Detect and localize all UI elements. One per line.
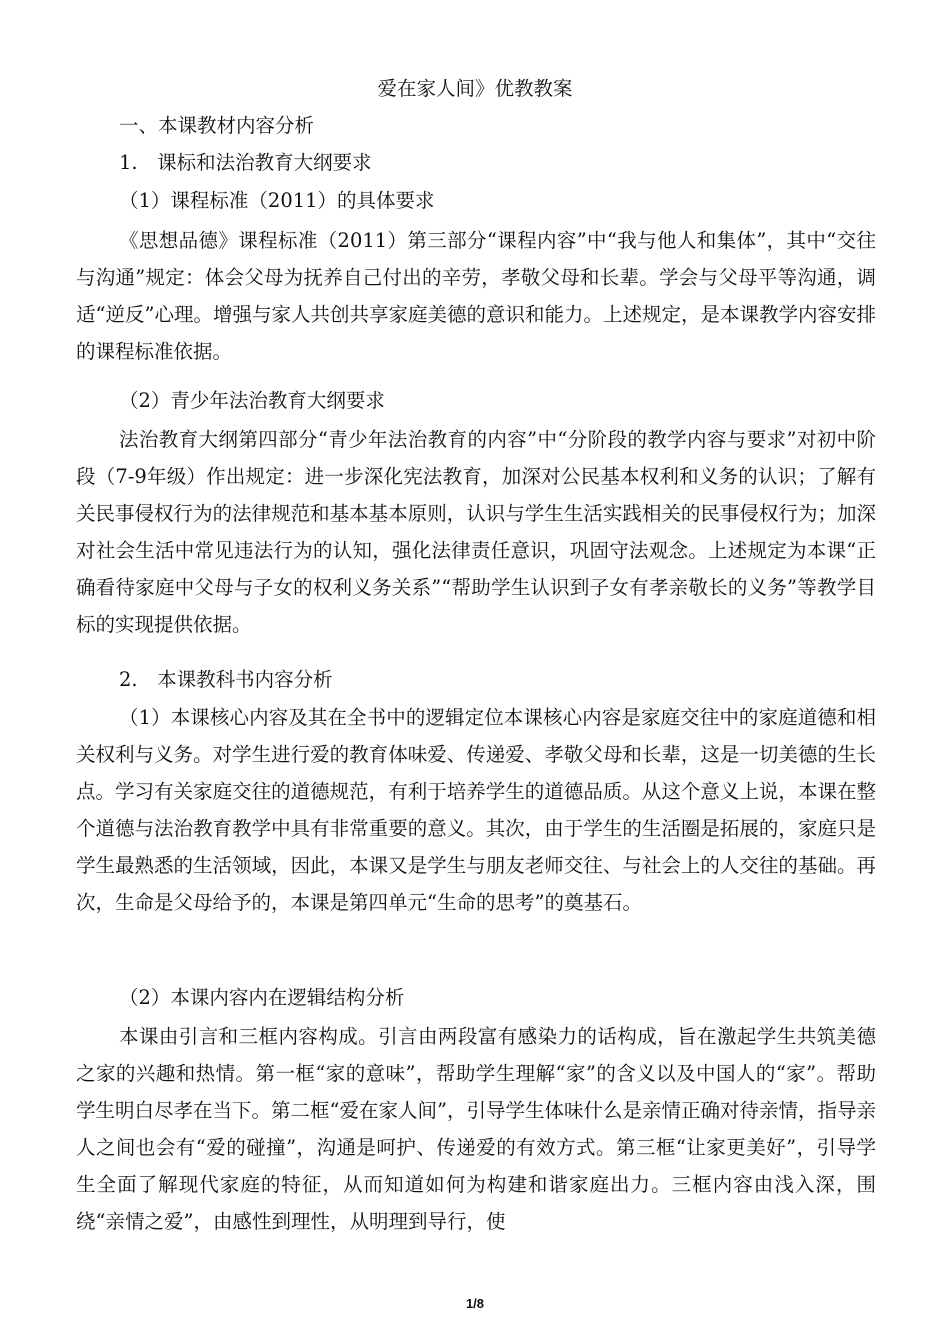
section-heading: 一、本课教材内容分析	[119, 114, 315, 137]
document-title: 爱在家人间》优教教案	[377, 77, 573, 100]
subsection-heading: 2. 本课教科书内容分析	[119, 668, 333, 691]
subsection-subheading: （2）本课内容内在逻辑结构分析	[119, 986, 405, 1009]
paragraph-legal-education: 法治教育大纲第四部分“青少年法治教育的内容”中“分阶段的教学内容与要求”对初中阶段（7-9年级）作出规定：进一步深化宪法教育，加深对公民基本权利和义务的认识；了解有关民事侵权行为的法律规范和基本基本原则，认识与学生生活实践相关的民事侵权行为；加深对社会生活中常见违法行为的认知，强化法律责任意识，巩固守法观念。上述规定为本课“正确看待家庭中父母与子女的权利义务关系”“帮助学生认识到子女有孝亲敬长的义务”等教学目标的实现提供依据。	[76, 428, 876, 636]
page-number: 1/8	[465, 1296, 485, 1311]
subsection-subheading: （2）青少年法治教育大纲要求	[119, 389, 385, 412]
paragraph-curriculum-standard: 《思想品德》课程标准（2011）第三部分“课程内容”中“我与他人和集体”，其中“交往与沟通”规定：体会父母为抚养自己付出的辛劳，孝敬父母和长辈。学会与父母平等沟通，调适“逆反”心理。增强与家人共创共享家庭美德的意识和能力。上述规定，是本课教学内容安排的课程标准依据。	[76, 229, 876, 363]
paragraph-core-content: （1）本课核心内容及其在全书中的逻辑定位本课核心内容是家庭交往中的家庭道德和相关权利与义务。对学生进行爱的教育体味爱、传递爱、孝敬父母和长辈，这是一切美德的生长点。学习有关家庭交往的道德规范，有利于培养学生的道德品质。从这个意义上说，本课在整个道德与法治教育教学中具有非常重要的意义。其次，由于学生的生活圈是拓展的，家庭只是学生最熟悉的生活领域，因此，本课又是学生与朋友老师交往、与社会上的人交往的基础。再次，生命是父母给予的，本课是第四单元“生命的思考”的奠基石。	[76, 706, 876, 914]
paragraph-logic-structure: 本课由引言和三框内容构成。引言由两段富有感染力的话构成，旨在激起学生共筑美德之家的兴趣和热情。第一框“家的意味”，帮助学生理解“家”的含义以及中国人的“家”。帮助学生明白尽孝在当下。第二框“爱在家人间”，引导学生体味什么是亲情正确对待亲情，指导亲人之间也会有“爱的碰撞”，沟通是呵护、传递爱的有效方式。第三框“让家更美好”，引导学生全面了解现代家庭的特征，从而知道如何为构建和谐家庭出力。三框内容由浅入深，围绕“亲情之爱”，由感性到理性，从明理到导行，使	[76, 1025, 876, 1233]
subsection-subheading: （1）课程标准（2011）的具体要求	[119, 189, 435, 212]
subsection-heading: 1. 课标和法治教育大纲要求	[119, 151, 372, 174]
